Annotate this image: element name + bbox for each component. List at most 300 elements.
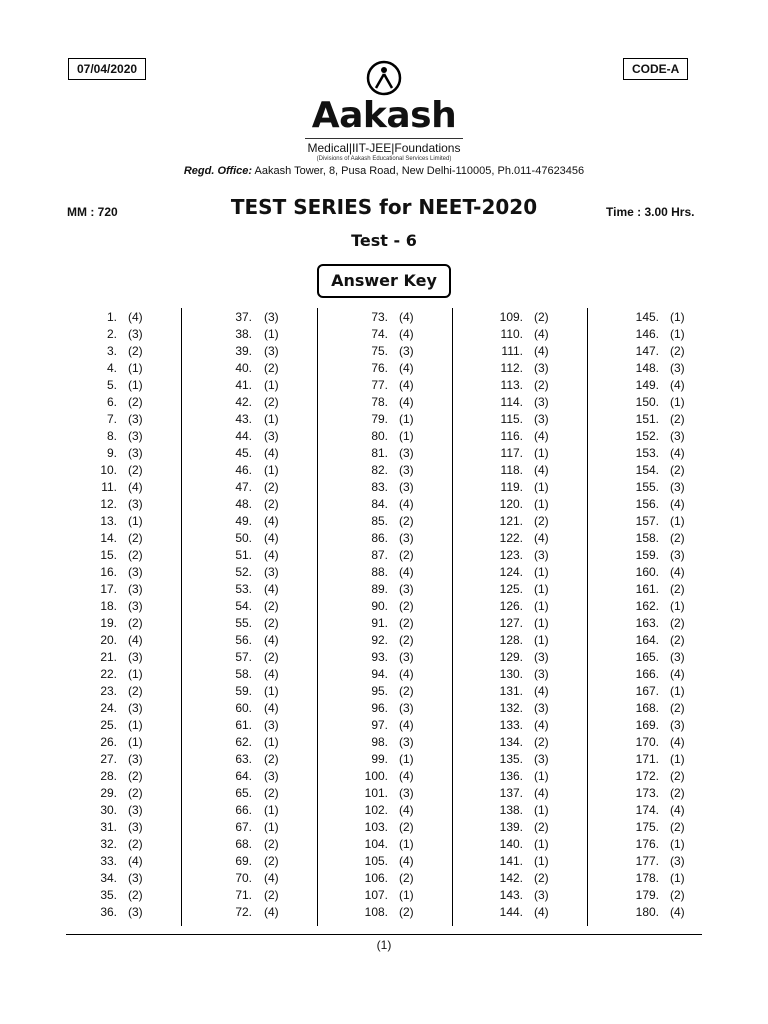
question-number: 108. bbox=[364, 905, 388, 919]
question-number: 163. bbox=[635, 616, 659, 630]
exam-date: 07/04/2020 bbox=[77, 62, 138, 76]
answer-row bbox=[0, 802, 768, 819]
footer-rule bbox=[66, 934, 702, 935]
question-number: 91. bbox=[371, 616, 388, 630]
answer-row bbox=[0, 785, 768, 802]
question-number: 120. bbox=[499, 497, 523, 511]
question-number: 151. bbox=[635, 412, 659, 426]
answer-option: (4) bbox=[670, 667, 685, 681]
answer-row bbox=[0, 819, 768, 836]
question-number: 121. bbox=[499, 514, 523, 528]
answer-option: (4) bbox=[534, 327, 549, 341]
answer-option: (2) bbox=[399, 633, 414, 647]
answer-option: (4) bbox=[670, 497, 685, 511]
question-number: 144. bbox=[499, 905, 523, 919]
answer-option: (3) bbox=[670, 480, 685, 494]
answer-row bbox=[0, 836, 768, 853]
test-number: Test - 6 bbox=[351, 231, 417, 250]
question-number: 32. bbox=[100, 837, 117, 851]
answer-option: (3) bbox=[128, 327, 143, 341]
answer-option: (1) bbox=[399, 888, 414, 902]
question-number: 77. bbox=[371, 378, 388, 392]
brand-tagline: Medical|IIT-JEE|Foundations bbox=[307, 141, 461, 155]
answer-option: (4) bbox=[534, 684, 549, 698]
answer-option: (3) bbox=[264, 310, 279, 324]
question-number: 155. bbox=[635, 480, 659, 494]
answer-row bbox=[0, 496, 768, 513]
question-number: 26. bbox=[100, 735, 117, 749]
regd-address: Aakash Tower, 8, Pusa Road, New Delhi-110005, Ph.011-47623456 bbox=[254, 165, 585, 177]
question-number: 45. bbox=[235, 446, 252, 460]
answer-option: (2) bbox=[534, 514, 549, 528]
answer-option: (4) bbox=[399, 310, 414, 324]
question-number: 125. bbox=[499, 582, 523, 596]
answer-option: (4) bbox=[670, 735, 685, 749]
answer-option: (3) bbox=[264, 344, 279, 358]
answer-option: (2) bbox=[534, 871, 549, 885]
question-number: 79. bbox=[371, 412, 388, 426]
question-number: 123. bbox=[499, 548, 523, 562]
answer-option: (4) bbox=[399, 497, 414, 511]
question-number: 6. bbox=[106, 395, 117, 409]
question-number: 126. bbox=[499, 599, 523, 613]
answer-option: (4) bbox=[128, 633, 143, 647]
answer-option: (2) bbox=[399, 871, 414, 885]
question-number: 137. bbox=[499, 786, 523, 800]
question-number: 89. bbox=[371, 582, 388, 596]
question-number: 67. bbox=[235, 820, 252, 834]
question-number: 166. bbox=[635, 667, 659, 681]
question-number: 107. bbox=[364, 888, 388, 902]
question-number: 136. bbox=[499, 769, 523, 783]
answer-option: (3) bbox=[670, 429, 685, 443]
answer-row bbox=[0, 547, 768, 564]
answer-option: (2) bbox=[534, 735, 549, 749]
question-number: 56. bbox=[235, 633, 252, 647]
question-number: 97. bbox=[371, 718, 388, 732]
answer-option: (4) bbox=[670, 378, 685, 392]
answer-option: (4) bbox=[399, 718, 414, 732]
answer-option: (1) bbox=[670, 752, 685, 766]
question-number: 102. bbox=[364, 803, 388, 817]
question-number: 101. bbox=[364, 786, 388, 800]
question-number: 94. bbox=[371, 667, 388, 681]
question-number: 128. bbox=[499, 633, 523, 647]
answer-row bbox=[0, 360, 768, 377]
answer-option: (3) bbox=[399, 463, 414, 477]
question-number: 93. bbox=[371, 650, 388, 664]
question-number: 95. bbox=[371, 684, 388, 698]
question-number: 8. bbox=[106, 429, 117, 443]
question-number: 165. bbox=[635, 650, 659, 664]
aakash-emblem-icon bbox=[366, 60, 402, 96]
question-number: 111. bbox=[501, 344, 523, 358]
answer-option: (1) bbox=[534, 769, 549, 783]
answer-row bbox=[0, 411, 768, 428]
answer-option: (3) bbox=[534, 701, 549, 715]
answer-option: (4) bbox=[534, 786, 549, 800]
answer-option: (2) bbox=[670, 463, 685, 477]
answer-option: (3) bbox=[128, 429, 143, 443]
answer-option: (3) bbox=[128, 446, 143, 460]
answer-option: (1) bbox=[399, 837, 414, 851]
answer-row bbox=[0, 887, 768, 904]
answer-option: (4) bbox=[399, 854, 414, 868]
question-number: 160. bbox=[635, 565, 659, 579]
page-title: TEST SERIES for NEET-2020 bbox=[230, 195, 538, 219]
question-number: 24. bbox=[100, 701, 117, 715]
question-number: 114. bbox=[500, 395, 523, 409]
question-number: 83. bbox=[371, 480, 388, 494]
answer-option: (2) bbox=[670, 888, 685, 902]
time-limit: Time : 3.00 Hrs. bbox=[606, 205, 695, 219]
question-number: 116. bbox=[500, 429, 523, 443]
answer-option: (2) bbox=[264, 888, 279, 902]
question-number: 141. bbox=[499, 854, 523, 868]
question-number: 55. bbox=[235, 616, 252, 630]
answer-option: (4) bbox=[534, 344, 549, 358]
question-number: 179. bbox=[635, 888, 659, 902]
answer-option: (2) bbox=[264, 480, 279, 494]
question-number: 73. bbox=[371, 310, 388, 324]
question-number: 10. bbox=[100, 463, 117, 477]
answer-option: (2) bbox=[128, 344, 143, 358]
page-number: (1) bbox=[376, 938, 392, 952]
answer-option: (1) bbox=[534, 446, 549, 460]
answer-option: (2) bbox=[399, 820, 414, 834]
question-number: 171. bbox=[635, 752, 659, 766]
answer-option: (3) bbox=[128, 905, 143, 919]
answer-option: (4) bbox=[670, 905, 685, 919]
answer-option: (3) bbox=[128, 412, 143, 426]
question-number: 119. bbox=[500, 480, 523, 494]
question-number: 176. bbox=[635, 837, 659, 851]
answer-option: (1) bbox=[399, 412, 414, 426]
question-number: 52. bbox=[235, 565, 252, 579]
question-number: 12. bbox=[100, 497, 117, 511]
question-number: 50. bbox=[235, 531, 252, 545]
question-number: 59. bbox=[235, 684, 252, 698]
question-number: 157. bbox=[635, 514, 659, 528]
answer-row bbox=[0, 649, 768, 666]
answer-option: (2) bbox=[534, 378, 549, 392]
question-number: 54. bbox=[235, 599, 252, 613]
answer-option: (3) bbox=[534, 667, 549, 681]
question-number: 130. bbox=[499, 667, 523, 681]
answer-row bbox=[0, 564, 768, 581]
answer-option: (2) bbox=[128, 616, 143, 630]
answer-option: (1) bbox=[670, 871, 685, 885]
answer-row bbox=[0, 479, 768, 496]
answer-option: (3) bbox=[534, 650, 549, 664]
answer-option: (1) bbox=[670, 310, 685, 324]
answer-option: (2) bbox=[264, 395, 279, 409]
answer-option: (1) bbox=[264, 820, 279, 834]
answer-option: (3) bbox=[399, 344, 414, 358]
answer-option: (1) bbox=[264, 463, 279, 477]
question-number: 148. bbox=[635, 361, 659, 375]
answer-option: (4) bbox=[128, 480, 143, 494]
answer-option: (2) bbox=[670, 412, 685, 426]
question-number: 175. bbox=[635, 820, 659, 834]
aakash-logo bbox=[0, 60, 768, 163]
question-number: 138. bbox=[499, 803, 523, 817]
answer-option: (3) bbox=[128, 582, 143, 596]
answer-option: (2) bbox=[264, 616, 279, 630]
answer-row bbox=[0, 513, 768, 530]
answer-option: (1) bbox=[264, 803, 279, 817]
question-number: 85. bbox=[371, 514, 388, 528]
question-number: 105. bbox=[364, 854, 388, 868]
question-number: 170. bbox=[635, 735, 659, 749]
question-number: 124. bbox=[499, 565, 523, 579]
question-number: 143. bbox=[499, 888, 523, 902]
question-number: 172. bbox=[635, 769, 659, 783]
question-number: 2. bbox=[106, 327, 117, 341]
answer-row bbox=[0, 462, 768, 479]
answer-option: (1) bbox=[670, 395, 685, 409]
question-number: 16. bbox=[100, 565, 117, 579]
question-number: 82. bbox=[371, 463, 388, 477]
question-number: 178. bbox=[635, 871, 659, 885]
question-number: 84. bbox=[371, 497, 388, 511]
answer-option: (2) bbox=[128, 531, 143, 545]
answer-option: (4) bbox=[399, 667, 414, 681]
answer-option: (3) bbox=[128, 752, 143, 766]
question-number: 13. bbox=[100, 514, 117, 528]
answer-option: (1) bbox=[534, 854, 549, 868]
answer-option: (2) bbox=[128, 888, 143, 902]
question-number: 135. bbox=[499, 752, 523, 766]
answer-row bbox=[0, 615, 768, 632]
answer-option: (1) bbox=[534, 599, 549, 613]
answer-option: (4) bbox=[264, 633, 279, 647]
question-number: 167. bbox=[635, 684, 659, 698]
question-number: 69. bbox=[235, 854, 252, 868]
question-number: 1. bbox=[106, 310, 117, 324]
answer-option: (4) bbox=[128, 854, 143, 868]
question-number: 71. bbox=[235, 888, 252, 902]
question-number: 146. bbox=[635, 327, 659, 341]
question-number: 75. bbox=[371, 344, 388, 358]
question-number: 14. bbox=[100, 531, 117, 545]
answer-option: (2) bbox=[670, 820, 685, 834]
question-number: 140. bbox=[499, 837, 523, 851]
answer-option: (2) bbox=[399, 616, 414, 630]
answer-option: (3) bbox=[534, 395, 549, 409]
answer-option: (2) bbox=[399, 684, 414, 698]
answer-option: (3) bbox=[128, 565, 143, 579]
question-number: 34. bbox=[100, 871, 117, 885]
question-number: 42. bbox=[235, 395, 252, 409]
answer-row bbox=[0, 870, 768, 887]
answer-option: (3) bbox=[264, 565, 279, 579]
answer-option: (1) bbox=[534, 565, 549, 579]
question-number: 134. bbox=[499, 735, 523, 749]
answer-option: (2) bbox=[670, 344, 685, 358]
answer-option: (3) bbox=[534, 548, 549, 562]
answer-option: (4) bbox=[399, 378, 414, 392]
answer-option: (1) bbox=[670, 837, 685, 851]
question-number: 132. bbox=[499, 701, 523, 715]
answer-option: (1) bbox=[264, 378, 279, 392]
answer-option: (3) bbox=[128, 803, 143, 817]
answer-option: (3) bbox=[399, 786, 414, 800]
question-number: 152. bbox=[635, 429, 659, 443]
question-number: 104. bbox=[364, 837, 388, 851]
question-number: 133. bbox=[499, 718, 523, 732]
answer-option: (2) bbox=[128, 395, 143, 409]
question-number: 31. bbox=[100, 820, 117, 834]
answer-option: (3) bbox=[399, 650, 414, 664]
answer-option: (4) bbox=[670, 446, 685, 460]
question-number: 65. bbox=[235, 786, 252, 800]
question-number: 112. bbox=[500, 361, 523, 375]
answer-option: (1) bbox=[128, 735, 143, 749]
answer-row bbox=[0, 428, 768, 445]
question-number: 62. bbox=[235, 735, 252, 749]
answer-option: (4) bbox=[534, 429, 549, 443]
paper-code: CODE-A bbox=[632, 62, 680, 76]
question-number: 168. bbox=[635, 701, 659, 715]
answer-option: (2) bbox=[128, 684, 143, 698]
answer-option: (3) bbox=[128, 701, 143, 715]
question-number: 109. bbox=[499, 310, 523, 324]
question-number: 36. bbox=[100, 905, 117, 919]
brand-division: (Divisions of Aakash Educational Services Limited) bbox=[316, 156, 452, 162]
answer-option: (3) bbox=[264, 718, 279, 732]
question-number: 27. bbox=[100, 752, 117, 766]
answer-option: (3) bbox=[670, 718, 685, 732]
answer-option: (2) bbox=[670, 701, 685, 715]
question-number: 68. bbox=[235, 837, 252, 851]
answer-row bbox=[0, 717, 768, 734]
answer-option: (4) bbox=[670, 803, 685, 817]
answer-row bbox=[0, 530, 768, 547]
answer-row bbox=[0, 734, 768, 751]
answer-option: (3) bbox=[128, 871, 143, 885]
answer-row bbox=[0, 904, 768, 921]
question-number: 30. bbox=[100, 803, 117, 817]
question-number: 53. bbox=[235, 582, 252, 596]
question-number: 145. bbox=[635, 310, 659, 324]
answer-option: (3) bbox=[264, 429, 279, 443]
answer-option: (2) bbox=[264, 786, 279, 800]
answer-option: (2) bbox=[670, 616, 685, 630]
answer-option: (2) bbox=[264, 497, 279, 511]
answer-option: (1) bbox=[128, 514, 143, 528]
max-marks: MM : 720 bbox=[67, 205, 118, 219]
question-number: 139. bbox=[499, 820, 523, 834]
answer-row bbox=[0, 581, 768, 598]
answer-option: (2) bbox=[670, 531, 685, 545]
answer-row bbox=[0, 768, 768, 785]
answer-option: (2) bbox=[670, 769, 685, 783]
question-number: 44. bbox=[235, 429, 252, 443]
question-number: 131. bbox=[499, 684, 523, 698]
answer-option: (3) bbox=[128, 820, 143, 834]
answer-option: (2) bbox=[399, 905, 414, 919]
answer-row bbox=[0, 394, 768, 411]
answer-option: (2) bbox=[128, 769, 143, 783]
question-number: 22. bbox=[100, 667, 117, 681]
answer-option: (3) bbox=[534, 752, 549, 766]
question-number: 63. bbox=[235, 752, 252, 766]
answer-option: (2) bbox=[399, 514, 414, 528]
answer-option: (1) bbox=[128, 718, 143, 732]
question-number: 70. bbox=[235, 871, 252, 885]
answer-row bbox=[0, 598, 768, 615]
question-number: 18. bbox=[100, 599, 117, 613]
question-number: 159. bbox=[635, 548, 659, 562]
answer-option: (3) bbox=[534, 361, 549, 375]
answer-row bbox=[0, 632, 768, 649]
answer-option: (2) bbox=[264, 650, 279, 664]
answer-option: (2) bbox=[399, 599, 414, 613]
answer-key-heading: Answer Key bbox=[317, 264, 451, 298]
answer-option: (4) bbox=[399, 565, 414, 579]
answer-option: (2) bbox=[264, 599, 279, 613]
answer-option: (3) bbox=[670, 854, 685, 868]
answer-option: (1) bbox=[670, 599, 685, 613]
question-number: 58. bbox=[235, 667, 252, 681]
question-number: 61. bbox=[235, 718, 252, 732]
regd-label: Regd. Office: bbox=[183, 165, 253, 177]
question-number: 98. bbox=[371, 735, 388, 749]
answer-option: (4) bbox=[534, 463, 549, 477]
answer-option: (4) bbox=[399, 327, 414, 341]
answer-row bbox=[0, 326, 768, 343]
question-number: 47. bbox=[235, 480, 252, 494]
answer-option: (3) bbox=[399, 446, 414, 460]
question-number: 38. bbox=[235, 327, 252, 341]
answer-option: (1) bbox=[128, 378, 143, 392]
answer-row bbox=[0, 700, 768, 717]
question-number: 87. bbox=[371, 548, 388, 562]
answer-row bbox=[0, 853, 768, 870]
question-number: 11. bbox=[101, 480, 117, 494]
regd-office bbox=[0, 165, 768, 177]
question-number: 9. bbox=[106, 446, 117, 460]
question-number: 153. bbox=[635, 446, 659, 460]
answer-option: (3) bbox=[399, 735, 414, 749]
answer-option: (4) bbox=[264, 667, 279, 681]
question-number: 40. bbox=[235, 361, 252, 375]
answer-option: (4) bbox=[399, 395, 414, 409]
answer-option: (2) bbox=[670, 786, 685, 800]
answer-row bbox=[0, 309, 768, 326]
question-number: 100. bbox=[364, 769, 388, 783]
answer-option: (1) bbox=[534, 497, 549, 511]
question-number: 99. bbox=[371, 752, 388, 766]
answer-option: (3) bbox=[399, 480, 414, 494]
question-number: 156. bbox=[635, 497, 659, 511]
answer-option: (2) bbox=[670, 582, 685, 596]
question-number: 80. bbox=[371, 429, 388, 443]
question-number: 110. bbox=[500, 327, 523, 341]
question-number: 164. bbox=[635, 633, 659, 647]
answer-option: (1) bbox=[128, 361, 143, 375]
answer-option: (4) bbox=[534, 531, 549, 545]
answer-option: (4) bbox=[264, 514, 279, 528]
answer-option: (4) bbox=[128, 310, 143, 324]
answer-option: (3) bbox=[399, 582, 414, 596]
answer-option: (2) bbox=[534, 820, 549, 834]
answer-option: (3) bbox=[534, 888, 549, 902]
question-number: 35. bbox=[100, 888, 117, 902]
question-number: 117. bbox=[500, 446, 523, 460]
answer-row bbox=[0, 683, 768, 700]
